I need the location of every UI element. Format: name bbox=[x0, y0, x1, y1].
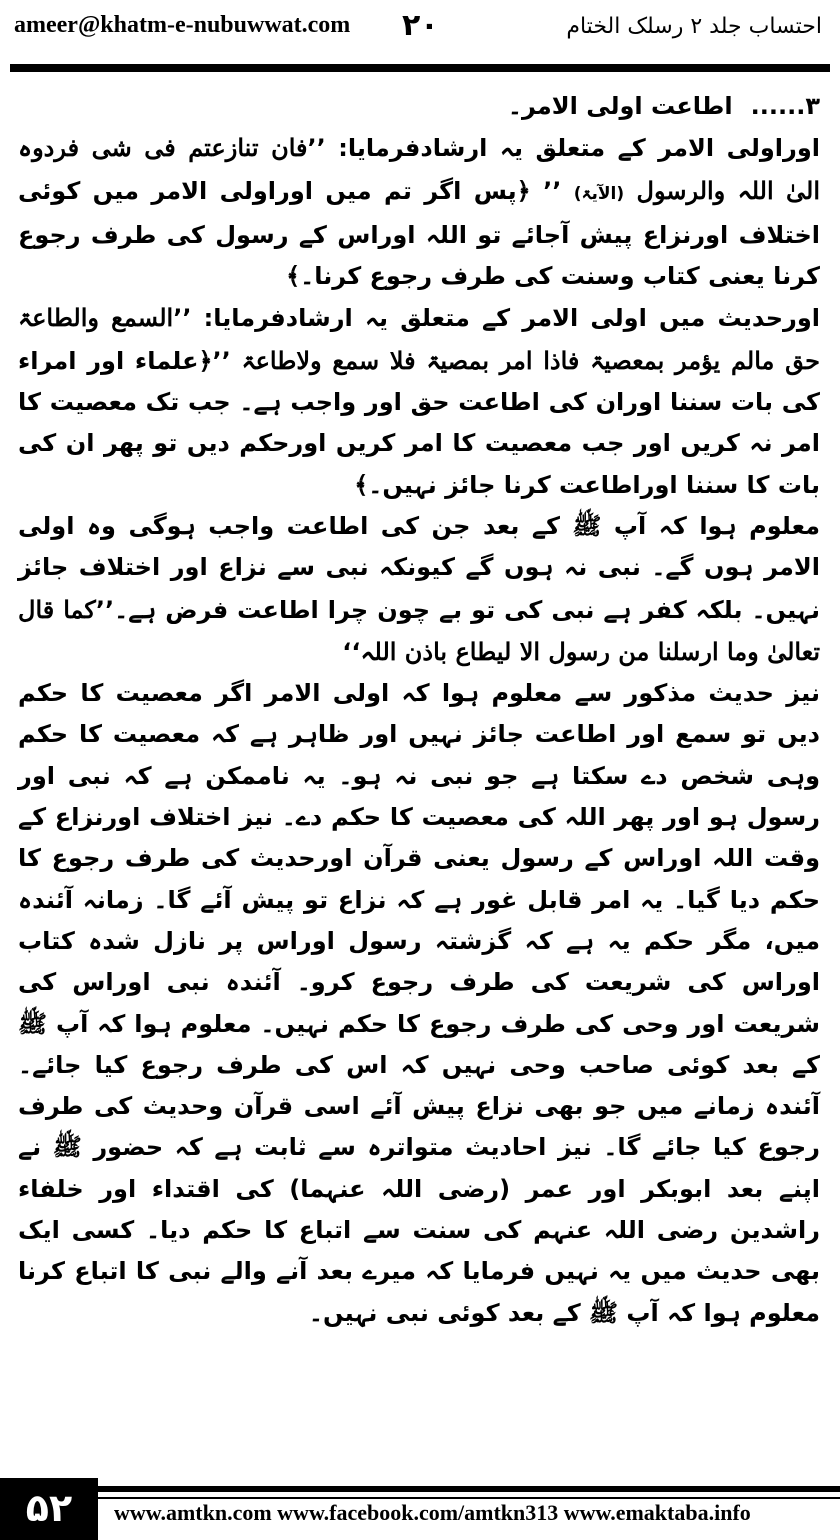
p3-arabic-quote: کما قال تعالیٰ وما ارسلنا من رسول الا لیطاع باذن اللہ bbox=[18, 594, 820, 666]
header-email: ameer@khatm-e-nubuwwat.com bbox=[14, 12, 351, 38]
paragraph-2 bbox=[18, 297, 820, 505]
paragraph-4: نیز حدیث مذکور سے معلوم ہوا کہ اولی الامر اگر معصیت کا حکم دیں تو سمع اور اطاعت جائز نہیں اور ظاہر ہے کہ معصیت کا حکم وہی شخص دے سکتا ہے جو نبی نہ ہو۔ یہ ناممکن ہے کہ نبی اور رسول ہو اور پھر اللہ کی معصیت کا حکم دے۔ نیز اختلاف اورنزاع کے وقت اللہ اوراس کے رسول یعنی قرآن اورحدیث کی طرف رجوع کا حکم دیا گیا۔ یہ امر قابل غور ہے کہ نزاع تو پیش آئے گا۔ زمانہ آئندہ میں، مگر حکم یہ ہے کہ گزشتہ رسول اوراس پر نازل شدہ کتاب اوراس کی شریعت کی طرف رجوع کرو۔ آئندہ نبی اوراس کی شریعت اور وحی کی طرف رجوع کا حکم نہیں۔ معلوم ہوا کہ آپ ﷺ کے بعد کوئی صاحب وحی نہیں کہ اس کی طرف رجوع کیا جائے۔ آئندہ زمانے میں جو بھی نزاع پیش آئے اسی قرآن وحدیث کی طرف رجوع کیا جائے گا۔ نیز احادیث متواترہ سے ثابت ہے کہ حضور ﷺ نے اپنے بعد ابوبکر اور عمر (رضی اللہ عنہما) کی اقتداء اور خلفاء راشدین رضی اللہ عنہم کی سنت سے اتباع کا حکم دیا۔ کسی ایک بھی حدیث میں یہ نہیں فرمایا کہ میرے بعد آنے والے نبی کا اتباع کرنا معلوم ہوا کہ آپ ﷺ کے بعد کوئی نبی نہیں۔ bbox=[18, 679, 821, 1327]
header-divider bbox=[10, 64, 830, 72]
footer-page-number: ۵۲ bbox=[0, 1478, 98, 1540]
p2-intro: اورحدیث میں اولی الامر کے متعلق یہ ارشادفرمایا: ’’ bbox=[173, 304, 820, 333]
p1-ayah-label: (الآیۃ) bbox=[573, 183, 625, 204]
footer-rule-thick bbox=[98, 1486, 840, 1492]
p2-arabic-quote: السمع والطاعۃ حق مالم یؤمر بمعصیۃ فاذا امر بمصیۃ فلا سمع ولاطاعۃ bbox=[18, 303, 820, 375]
section-heading bbox=[18, 86, 820, 127]
footer-rule-thin bbox=[98, 1497, 840, 1499]
p1-arabic-quote: فان تنازعتم فی شی فردوہ الیٰ اللہ والرسول bbox=[18, 133, 820, 205]
header-page-number: ۲۰ bbox=[402, 8, 439, 43]
section-number: ۳...... bbox=[750, 92, 820, 120]
p3-quote-close: ‘‘ bbox=[342, 637, 361, 666]
paragraph-3 bbox=[18, 506, 820, 673]
p3-text: معلوم ہوا کہ آپ ﷺ کے بعد جن کی اطاعت واجب ہوگی وہ اولی الامر ہوں گے۔ نبی نہ ہوں گے کیونکہ نبی سے نزاع اور اختلاف جائز نہیں۔ بلکہ کفر ہے نبی کی تو بے چون چرا اطاعت فرض ہے۔’’ bbox=[18, 511, 820, 624]
p1-intro: اوراولی الامر کے متعلق یہ ارشادفرمایا: ’’ bbox=[307, 134, 820, 163]
paragraph-1 bbox=[18, 127, 820, 297]
p2-translation: ’’﴿علماء اور امراء کی بات سننا اوران کی اطاعت حق اور واجب ہے۔ جب تک معصیت کا امر نہ کریں اور جب معصیت کا امر کریں اورحکم دیں تو پھر ان کی بات کا سننا اوراطاعت کرنا جائز نہیں۔﴾ bbox=[18, 346, 820, 499]
footer-links: www.amtkn.com www.facebook.com/amtkn313 www.emaktaba.info bbox=[114, 1500, 751, 1525]
p1-translation: ﴿پس اگر تم میں اوراولی الامر میں کوئی اختلاف اورنزاع پیش آجائے تو اللہ اوراس کے رسول کی طرف رجوع کرنا یعنی کتاب وسنت کی طرف رجوع کرنا۔﴾ bbox=[18, 176, 820, 291]
p1-quote-close: ’’ bbox=[543, 176, 574, 205]
page-body bbox=[18, 86, 820, 1334]
header-book-title: احتساب جلد ۲ رسلک الختام bbox=[566, 14, 822, 39]
section-title: اطاعت اولی الامر۔ bbox=[507, 92, 733, 120]
